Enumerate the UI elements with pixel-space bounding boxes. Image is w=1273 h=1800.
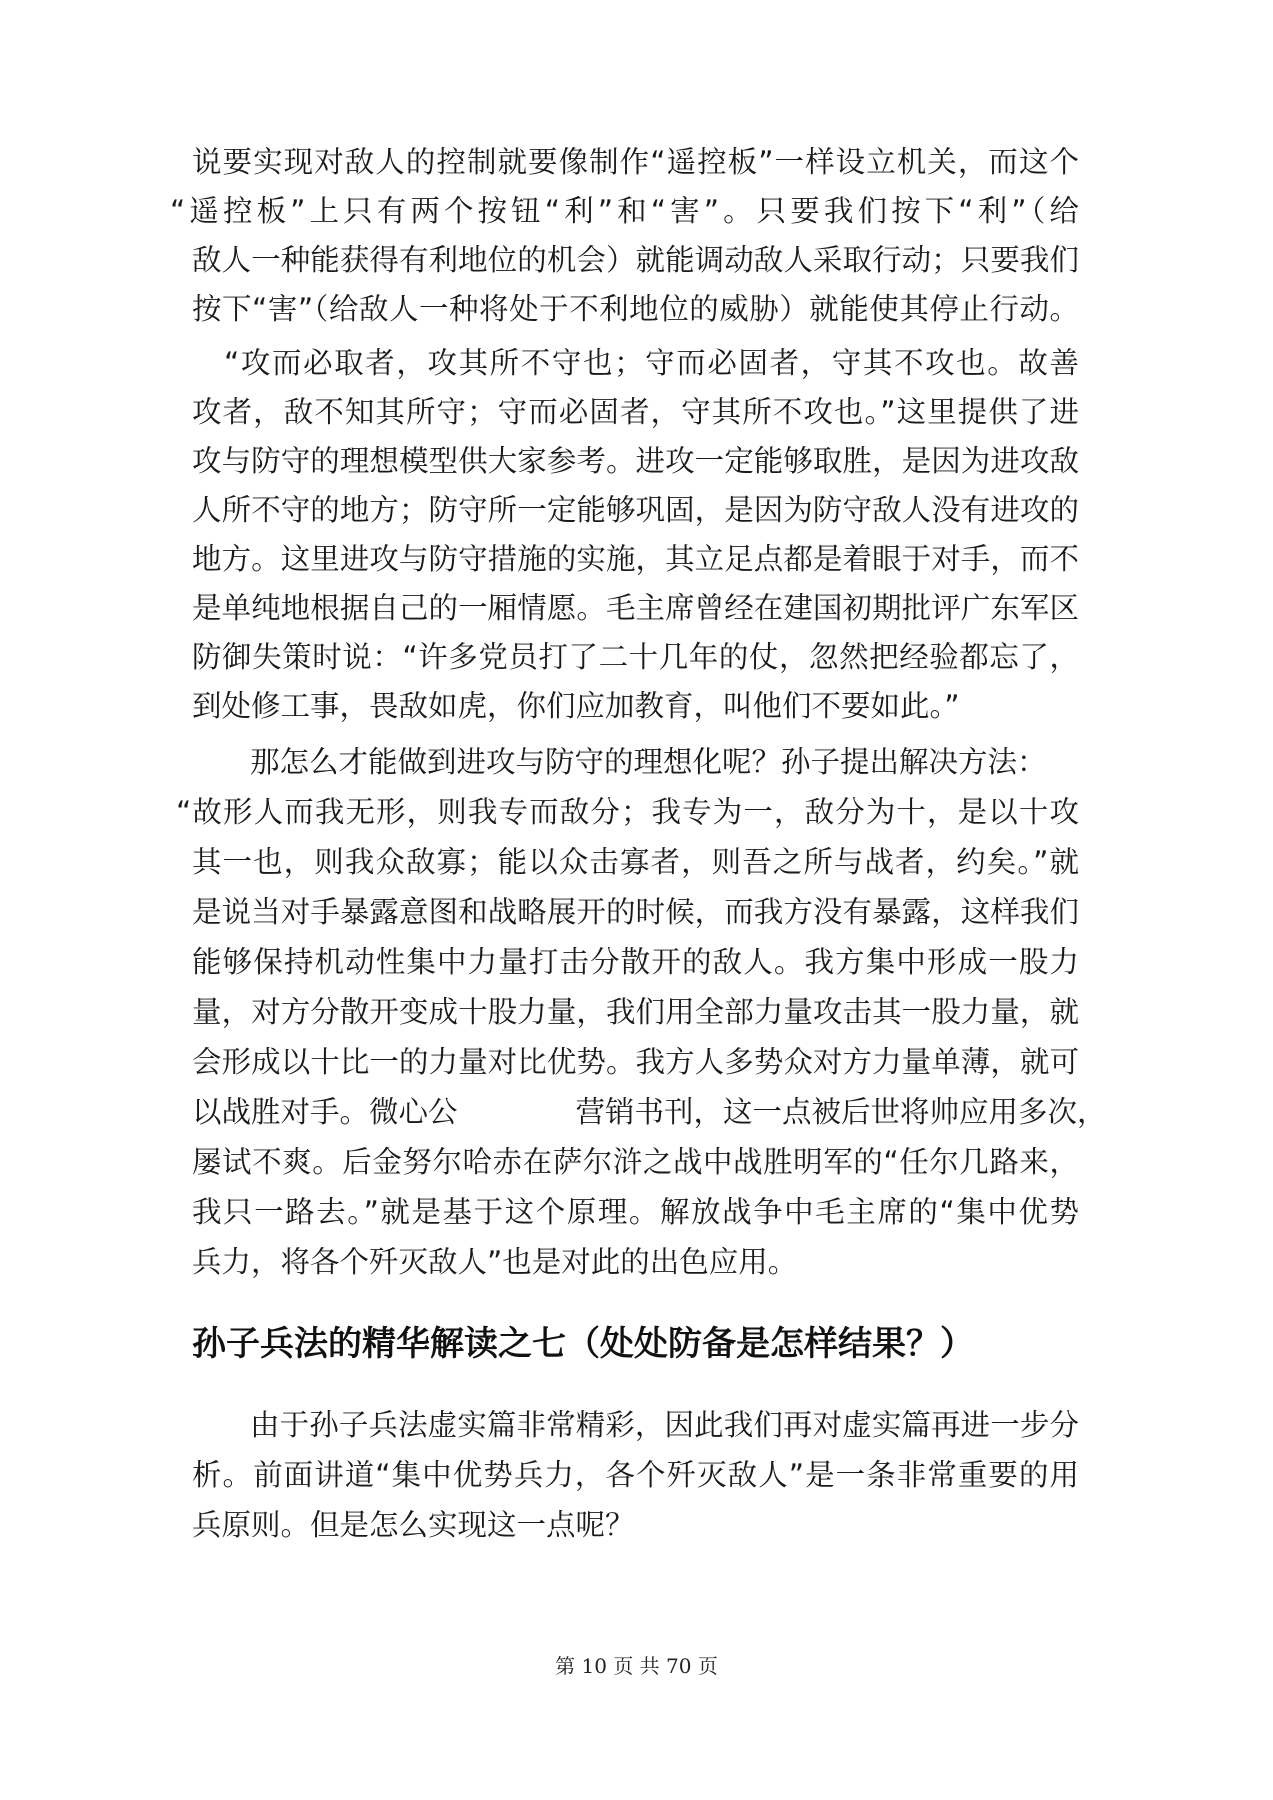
paragraph-line: 会形成以十比一的力量对比优势。我方人多势众对方力量单薄，就可 bbox=[192, 1045, 1079, 1079]
paragraph-line: 其一也，则我众敌寡；能以众击寡者，则吾之所与战者，约矣。”就 bbox=[192, 845, 1079, 879]
paragraph-line: “故形人而我无形，则我专而敌分；我专为一，敌分为十，是以十攻 bbox=[176, 795, 1079, 829]
paragraph-line: 敌人一种能获得有利地位的机会）就能调动敌人采取行动；只要我们 bbox=[192, 243, 1079, 277]
paragraph-line: 兵力，将各个歼灭敌人”也是对此的出色应用。 bbox=[192, 1245, 798, 1279]
paragraph-line: 攻者，敌不知其所守；守而必固者，守其所不攻也。”这里提供了进 bbox=[192, 395, 1079, 429]
paragraph-line: 由于孙子兵法虚实篇非常精彩，因此我们再对虚实篇再进一步分 bbox=[250, 1408, 1079, 1442]
paragraph-line: 攻与防守的理想模型供大家参考。进攻一定能够取胜，是因为进攻敌 bbox=[192, 444, 1079, 478]
paragraph-line: 是单纯地根据自己的一厢情愿。毛主席曾经在建国初期批评广东军区 bbox=[192, 591, 1079, 625]
paragraph-line: 到处修工事，畏敌如虎，你们应加教育，叫他们不要如此。” bbox=[192, 689, 960, 723]
paragraph-line: 是说当对手暴露意图和战略展开的时候，而我方没有暴露，这样我们 bbox=[192, 895, 1079, 929]
paragraph-line: 说要实现对敌人的控制就要像制作“遥控板”一样设立机关，而这个 bbox=[192, 145, 1079, 179]
paragraph-line: 以战胜对手。微心公 营销书刊，这一点被后世将帅应用多次， bbox=[192, 1095, 1107, 1129]
paragraph-line: 那怎么才能做到进攻与防守的理想化呢？孙子提出解决方法： bbox=[250, 745, 1047, 779]
paragraph-line: 兵原则。但是怎么实现这一点呢？ bbox=[192, 1508, 635, 1542]
paragraph-line: 我只一路去。”就是基于这个原理。解放战争中毛主席的“集中优势 bbox=[192, 1195, 1079, 1229]
paragraph-line: 析。前面讲道“集中优势兵力，各个歼灭敌人”是一条非常重要的用 bbox=[192, 1458, 1079, 1492]
paragraph-line: 人所不守的地方；防守所一定能够巩固，是因为防守敌人没有进攻的 bbox=[192, 493, 1079, 527]
paragraph-line: 能够保持机动性集中力量打击分散开的敌人。我方集中形成一股力 bbox=[192, 945, 1079, 979]
paragraph-line: 量，对方分散开变成十股力量，我们用全部力量攻击其一股力量，就 bbox=[192, 995, 1079, 1029]
page-number: 第 10 页 共 70 页 bbox=[555, 1654, 718, 1678]
paragraph-line: 防御失策时说：“许多党员打了二十几年的仗，忽然把经验都忘了， bbox=[192, 640, 1079, 674]
paragraph-line: 屡试不爽。后金努尔哈赤在萨尔浒之战中战胜明军的“任尔几路来， bbox=[192, 1145, 1079, 1179]
paragraph-line: 地方。这里进攻与防守措施的实施，其立足点都是着眼于对手，而不 bbox=[192, 542, 1079, 576]
section-heading: 孙子兵法的精华解读之七（处处防备是怎样结果？） bbox=[192, 1324, 974, 1364]
paragraph-line: “遥控板”上只有两个按钮“利”和“害”。只要我们按下“利”（给 bbox=[170, 194, 1079, 228]
paragraph-line: “攻而必取者，攻其所不守也；守而必固者，守其不攻也。故善 bbox=[224, 346, 1079, 380]
paragraph-line: 按下“害”（给敌人一种将处于不利地位的威胁）就能使其停止行动。 bbox=[192, 292, 1079, 326]
